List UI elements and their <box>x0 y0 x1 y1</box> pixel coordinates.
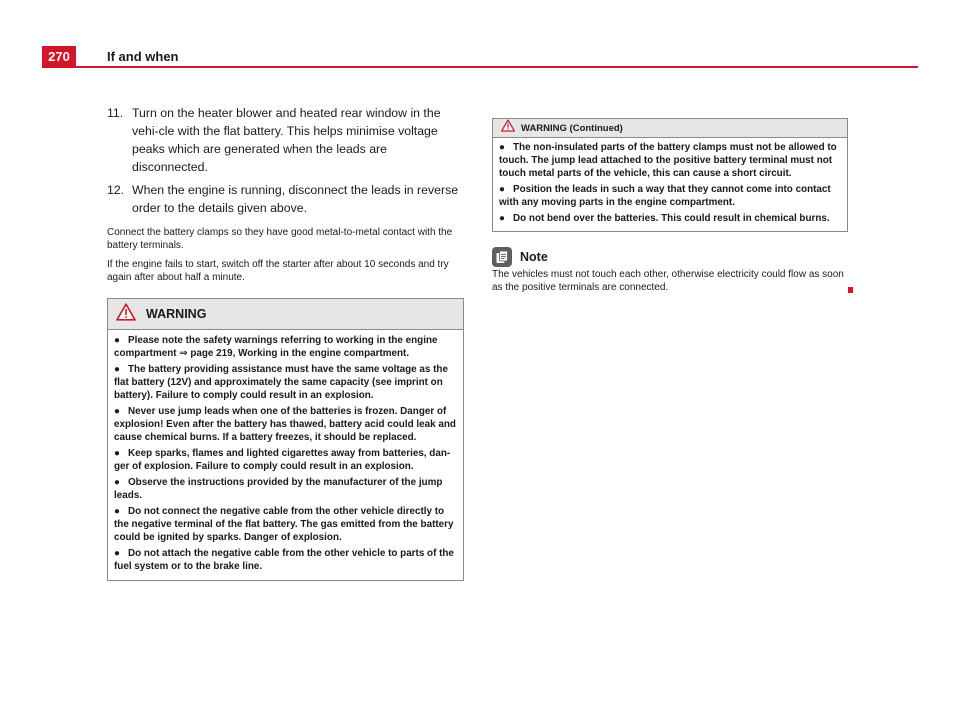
step-item <box>107 104 464 176</box>
step-text: Turn on the heater blower and heated rear window in the vehi-cle with the flat battery. This helps minimise voltage peaks which are generated when the leads are disconnected. <box>132 106 441 174</box>
bullet-dot: ● <box>499 183 505 195</box>
warning-bullet: ● Please note the safety warnings referring to working in the engine compartment ⇒ page 219, Working in the engine compartment. <box>114 335 438 359</box>
body-paragraph: Connect the battery clamps so they have good metal-to-metal contact with the battery terminals. <box>107 227 453 251</box>
page-number: 270 <box>42 46 76 67</box>
warning-continued-header <box>493 119 847 138</box>
page-header-title: If and when <box>107 49 179 64</box>
warning-bullet: ● The non-insulated parts of the battery clamps must not be allowed to touch. The jump lead attached to the positive battery terminal must not touch metal parts of the vehicle, this can cause a short circuit. <box>499 142 837 179</box>
bullet-dot: ● <box>114 335 120 346</box>
bullet-dot: ● <box>114 506 120 518</box>
warning-bullet: ● Do not bend over the batteries. This could result in chemical burns. <box>499 212 830 224</box>
step-text: When the engine is running, disconnect the leads in reverse order to the details given above. <box>132 183 459 215</box>
section-end-marker <box>848 287 853 293</box>
right-column <box>492 118 848 294</box>
bullet-dot: ● <box>114 364 120 376</box>
bullet-dot: ● <box>114 447 120 459</box>
warning-box <box>107 298 464 581</box>
bullet-dot: ● <box>114 476 120 488</box>
warning-bullet: ● Never use jump leads when one of the batteries is frozen. Danger of explosion! Even after the battery has thawed, battery acid could leak and cause chemical burns. If a battery freezes, it should be replaced. <box>114 405 456 443</box>
warning-body <box>108 330 463 580</box>
note-text: The vehicles must not touch each other, otherwise electricity could flow as soon as the positive terminals are connected. <box>492 269 844 294</box>
body-paragraph: If the engine fails to start, switch off the starter after about 10 seconds and try again after about half a minute. <box>107 259 449 283</box>
warning-bullet: ● Observe the instructions provided by the manufacturer of the jump leads. <box>114 476 443 501</box>
warning-bullet: ● Do not attach the negative cable from the other vehicle to parts of the fuel system or to the brake line. <box>114 547 454 572</box>
warning-continued-box <box>492 118 848 232</box>
warning-triangle-icon <box>501 119 515 137</box>
warning-triangle-icon <box>116 303 136 326</box>
warning-continued-title: WARNING (Continued) <box>521 122 623 134</box>
header-rule <box>42 66 918 68</box>
note-header <box>492 247 848 267</box>
warning-continued-body <box>493 138 847 231</box>
step-item <box>107 181 464 217</box>
step-number: 11. <box>107 106 124 120</box>
bullet-dot: ● <box>499 212 505 224</box>
warning-title: WARNING <box>146 307 207 321</box>
warning-bullet: ● Keep sparks, flames and lighted cigarettes away from batteries, dan-ger of explosion. Failure to comply could result in an explosion. <box>114 447 451 472</box>
warning-header <box>108 299 463 330</box>
left-column <box>107 104 464 581</box>
bullet-dot: ● <box>114 547 120 559</box>
bullet-dot: ● <box>499 142 505 153</box>
note-icon <box>492 247 512 267</box>
warning-bullet: ● The battery providing assistance must have the same voltage as the flat battery (12V) and approximately the same capacity (see imprint on battery). Failure to comply could result in an explosion. <box>114 364 448 401</box>
warning-bullet: ● Do not connect the negative cable from the other vehicle directly to the negative terminal of the flat battery. The gas emitted from the battery could be ignited by sparks. Danger of explosion. <box>114 506 454 543</box>
step-number: 12. <box>107 183 125 197</box>
note-title: Note <box>520 250 548 265</box>
bullet-dot: ● <box>114 405 120 417</box>
warning-bullet: ● Position the leads in such a way that they cannot come into contact with any moving parts in the engine compartment. <box>499 183 831 208</box>
